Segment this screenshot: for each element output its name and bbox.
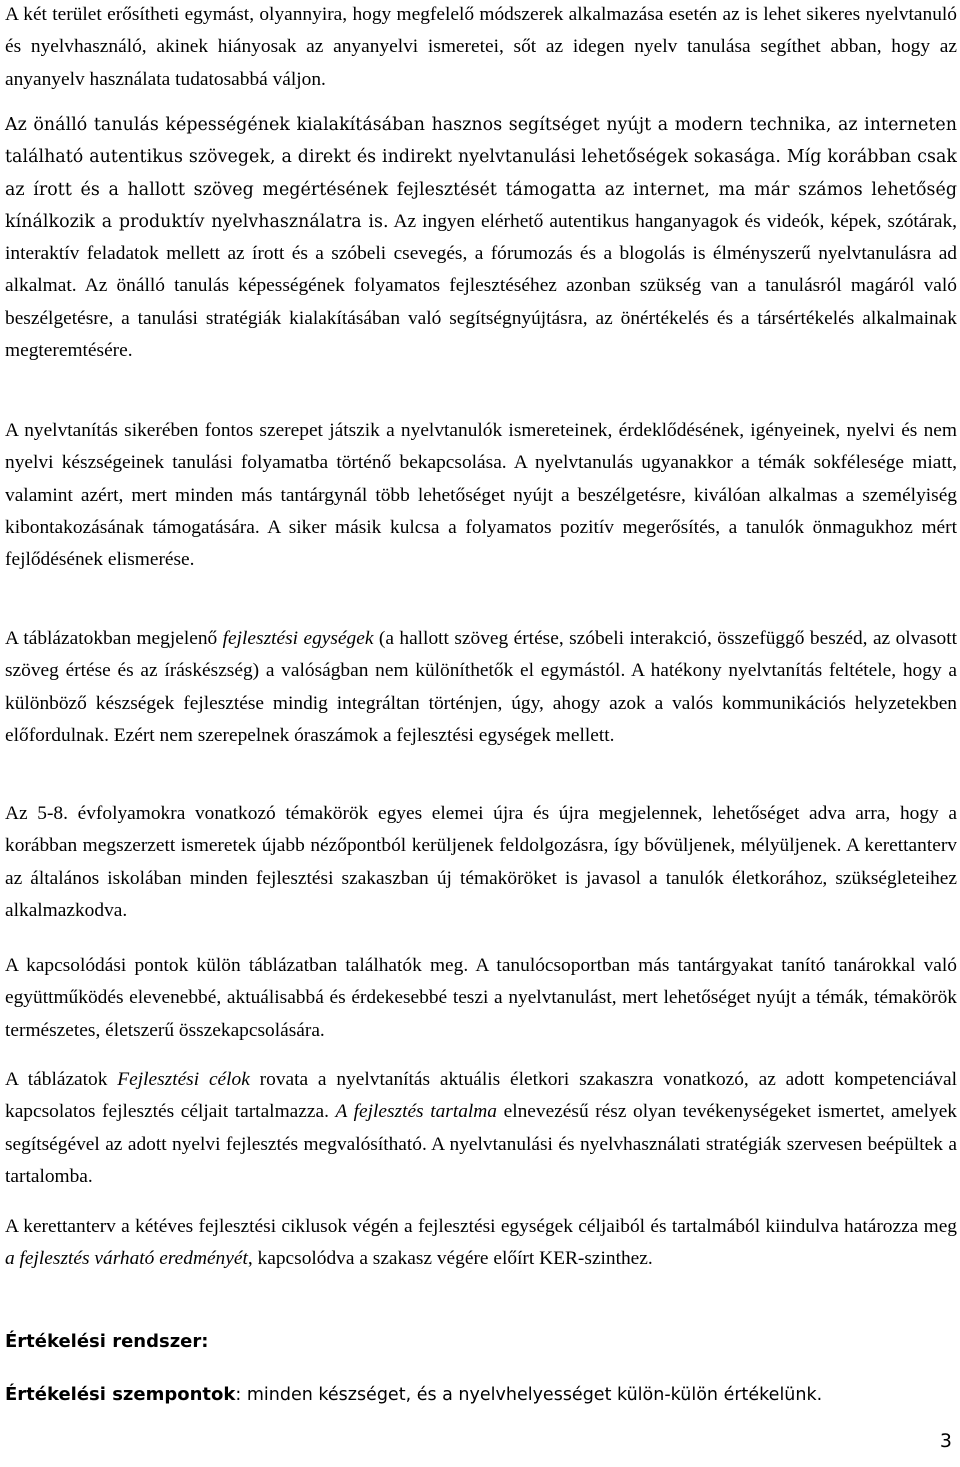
paragraph-tablazatok-b: (a hallott szöveg értése, szóbeli interakció, összefüggő beszéd, az olvasott szöveg értése és az íráskészség) a valóságban nem különíthetők el egymástól. A hatékony nyelvtanítás feltétele, hogy a különböző készségek fejlesztése mindig integráltan történjen, úgy, ahogy azok a valós kommunikációs helyzetekben előfordulnak. Ezért nem szerepelnek óraszámok a fejlesztési egységek mellett. xyxy=(5,628,957,746)
page-number: 3 xyxy=(939,1430,952,1452)
paragraph-tablazatok-a: A táblázatokban megjelenő xyxy=(5,628,223,649)
term-fejlesztesi-celok: Fejlesztési célok xyxy=(117,1069,250,1090)
paragraph-fejlesztesi-celok-c: elnevezésű rész olyan tevékenységeket ismertet, amelyek segítségével az adott nyelvi fejlesztés megvalósítható. A nyelvtanulási és nyelvhasználati stratégiák szervesen beépültek a tartalomba. xyxy=(5,1101,957,1187)
ertekelesi-szempontok-text: : minden készséget, és a nyelvhelyességet külön-külön értékelünk. xyxy=(235,1385,823,1405)
heading-ertekelesi-rendszer-text: Értékelési rendszer: xyxy=(5,1331,209,1352)
paragraph-onallo-tanulas xyxy=(5,109,957,367)
paragraph-nyelvtanitas-siker: A nyelvtanítás sikerében fontos szerepet játszik a nyelvtanulók ismereteinek, érdeklődésének, igényeinek, nyelvi és nem nyelvi készségeinek tanulási folyamatba történő bekapcsolása. A nyelvtanulás ugyanakkor a témák sokfélesége miatt, valamint azért, mert minden más tantárgynál több lehetőséget nyújt a beszélgetésre, kiválóan alkalmas a személyiség kibontakozásának támogatására. A siker másik kulcsa a folyamatos pozitív megerősítés, a tanulók önmagukhoz mért fejlődésének elismerése. xyxy=(5,420,957,571)
paragraph-tablazatok xyxy=(5,623,957,752)
paragraph-fejlesztesi-celok xyxy=(5,1064,957,1193)
paragraph-kerettanterv xyxy=(5,1211,957,1276)
paragraph-kerettanterv-a: A kerettanterv a kétéves fejlesztési ciklusok végén a fejlesztési egységek céljaiból és tartalmából kiindulva határozza meg xyxy=(5,1216,957,1237)
paragraph-onallo-tanulas-part2: Az ingyen elérhető autentikus hanganyagok és videók, képek, szótárak, interaktív feladatok mellett az írott és a szóbeli csevegés, a fórumozás és a blogolás is élményszerű nyelvtanulásra ad alkalmat. Az önálló tanulás képességének folyamatos fejlesztéséhez azonban szükség van a tanulásról magáról való beszélgetésre, a tanulási stratégiák kialakításában való segítségnyújtásra, az önértékelés és a társértékelés alkalmainak megteremtésére. xyxy=(5,210,957,362)
paragraph-ertekelesi-szempontok xyxy=(5,1379,957,1411)
paragraph-kerettanterv-b: , kapcsolódva a szakasz végére előírt KER-szinthez. xyxy=(247,1248,653,1270)
term-varhato-eredmeny: a fejlesztés várható eredményét xyxy=(5,1248,248,1270)
heading-ertekelesi-rendszer xyxy=(5,1326,957,1358)
paragraph-kapcsolodasi-pontok: A kapcsolódási pontok külön táblázatban találhatók meg. A tanulócsoportban más tantárgyakat tanító tanárokkal való együttműködés elevenebbé, aktuálisabbá és érdekesebbé teszi a nyelvtanulást, mert lehetőséget nyújt a témák, témakörök természetes, életszerű összekapcsolására. xyxy=(5,955,957,1041)
term-fejlesztesi-egysegek: fejlesztési egységek xyxy=(222,628,374,649)
paragraph-fejlesztesi-celok-a: A táblázatok xyxy=(5,1069,118,1090)
paragraph-onallo-tanulas-part1: Az önálló tanulás képességének kialakításában hasznos segítséget nyújt a modern technika, az interneten található autentikus szövegek, a direkt és indirekt nyelvtanulási lehetőségek sokasága. Míg korábban csak az írott és a hallott szöveg megértésének fejlesztését támogatta az internet, ma már számos lehetőség kínálkozik a produktív nyelvhasználatra is. xyxy=(5,115,957,232)
term-fejlesztes-tartalma: A fejlesztés tartalma xyxy=(335,1101,497,1123)
paragraph-evfolyamok: Az 5-8. évfolyamokra vonatkozó témakörök egyes elemei újra és újra megjelennek, lehetőséget adva arra, hogy a korábban megszerzett ismeretek újabb nézőpontból kerüljenek feldolgozásra, így bővüljenek, mélyüljenek. A kerettanterv az általános iskolában minden fejlesztési szakaszban új témaköröket is javasol a tanulók életkorához, szükségleteihez alkalmazkodva. xyxy=(5,803,957,921)
paragraph-fejlesztesi-celok-b: rovata a nyelvtanítás aktuális életkori szakaszra vonatkozó, az adott kompetenciával kapcsolatos fejlesztés céljait tartalmazza. xyxy=(5,1069,957,1123)
heading-ertekelesi-szempontok: Értékelési szempontok xyxy=(5,1384,236,1405)
paragraph-anyanyelv: A két terület erősítheti egymást, olyannyira, hogy megfelelő módszerek alkalmazása esetén az is lehet sikeres nyelvtanuló és nyelvhasználó, akinek hiányosak az anyanyelvi ismeretei, sőt az idegen nyelv tanulása segíthet abban, hogy az anyanyelv használata tudatosabbá váljon. xyxy=(5,4,957,90)
